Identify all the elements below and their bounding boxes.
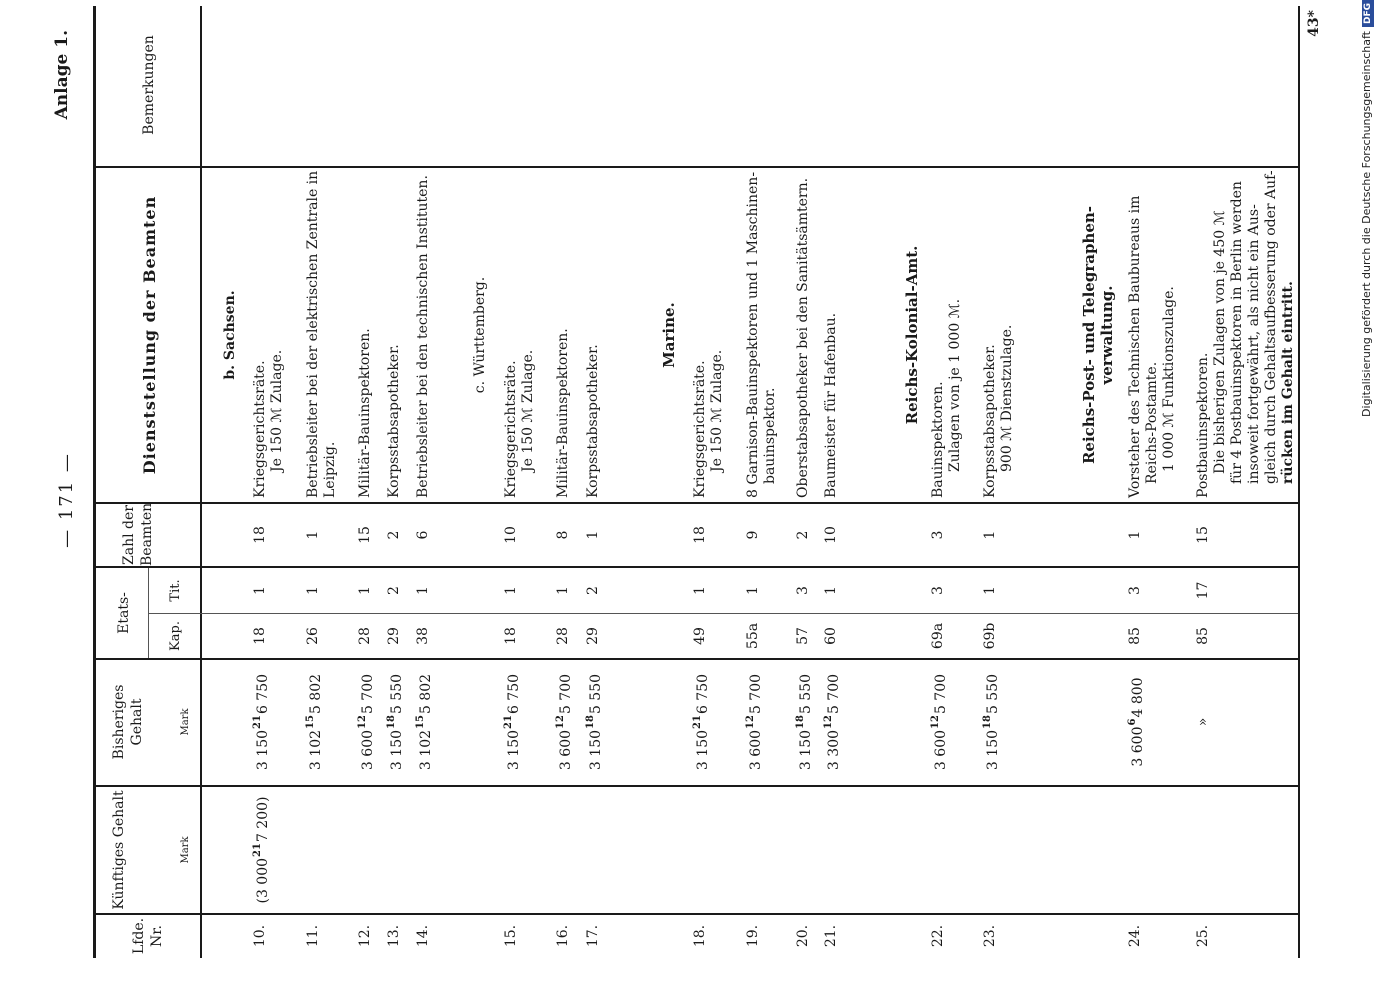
row-prev-pay: 3 $102^{15}5$ 802 xyxy=(415,673,434,771)
row-description xyxy=(415,170,432,498)
table-row xyxy=(555,168,575,958)
row-kap: 18 xyxy=(252,627,268,645)
row-count: 18 xyxy=(252,526,268,544)
row-description xyxy=(503,170,537,498)
row-nr: 19. xyxy=(745,924,761,948)
row-tit: 1 xyxy=(503,586,519,595)
row-nr: 22. xyxy=(930,924,946,948)
row-description xyxy=(252,170,286,498)
table-row xyxy=(357,168,377,958)
row-desc-line: Korpsstabsapotheker. xyxy=(982,344,998,498)
row-kap: 29 xyxy=(585,627,601,645)
header-tit: Tit. xyxy=(168,579,183,602)
row-kap: 60 xyxy=(823,627,839,645)
row-count: 6 xyxy=(415,530,431,540)
row-desc-line: Zulagen von je 1 000 ℳ. xyxy=(947,298,963,472)
table-row xyxy=(930,168,966,958)
row-nr: 13. xyxy=(386,924,402,948)
row-description xyxy=(930,170,964,498)
section-heading-post-1: Reichs-Post- und Telegraphen- xyxy=(1080,205,1098,465)
row-kap: 85 xyxy=(1195,627,1211,645)
row-desc-line: gleich durch Gehaltsaufbesserung oder Auf- xyxy=(1263,170,1279,484)
row-count: 8 xyxy=(555,530,571,540)
row-desc-line: Leipzig. xyxy=(322,441,338,498)
row-description xyxy=(692,170,726,498)
row-desc-line: Reichs-Postamte. xyxy=(1144,361,1160,484)
row-desc-line: Je 150 ℳ Zulage. xyxy=(709,349,725,472)
table-row xyxy=(252,168,288,958)
row-prev-pay: 3 $150^{18}5$ 550 xyxy=(386,673,405,771)
table-row xyxy=(386,168,406,958)
sheet-signature: 43* xyxy=(1306,10,1322,37)
row-desc-line: Vorsteher des Technischen Baubureaus im xyxy=(1127,195,1143,498)
row-desc-line: Je 150 ℳ Zulage. xyxy=(269,349,285,472)
row-prev-pay: 3 $150^{21}6$ 750 xyxy=(503,673,522,771)
header-nr: Lfde. Nr. xyxy=(131,917,165,955)
row-tit: 1 xyxy=(745,586,761,595)
row-count: 10 xyxy=(823,526,839,544)
row-desc-line: insoweit fortgewährt, als nicht ein Aus- xyxy=(1246,204,1262,484)
row-kap: 69a xyxy=(930,622,946,650)
row-count: 2 xyxy=(795,530,811,540)
row-count: 15 xyxy=(1195,526,1211,544)
row-description xyxy=(795,170,812,498)
row-desc-line: 8 Garnison-Bauinspektoren und 1 Maschinen- xyxy=(745,171,761,498)
table-top-rule xyxy=(93,6,96,958)
row-tit: 1 xyxy=(252,586,268,595)
watermark-text: Digitalisierung gefördert durch die Deutsche Forschungsgemeinschaft xyxy=(1360,31,1373,417)
row-kap: 18 xyxy=(503,627,519,645)
row-kap: 57 xyxy=(795,627,811,645)
header-kap: Kap. xyxy=(168,621,183,651)
table-row xyxy=(503,168,539,958)
row-prev-pay: 3 $150^{18}5$ 550 xyxy=(795,673,814,771)
row-tit: 1 xyxy=(357,586,373,595)
row-count: 1 xyxy=(585,530,601,540)
row-tit: 3 xyxy=(795,586,811,595)
row-nr: 20. xyxy=(795,924,811,948)
row-prev-pay: 3 $600^{12}5$ 700 xyxy=(357,673,376,771)
row-prev-pay: 3 $150^{21}6$ 750 xyxy=(252,673,271,771)
row-desc-line: Je 150 ℳ Zulage. xyxy=(520,349,536,472)
section-heading-marine: Marine. xyxy=(660,302,678,368)
table-header-rule xyxy=(200,6,202,958)
row-prev-pay: 3 $150^{18}5$ 550 xyxy=(585,673,604,771)
row-desc-line: Kriegsgerichtsräte. xyxy=(503,360,519,498)
header-position: Dienststellung der Beamten xyxy=(140,195,159,475)
header-future-unit: Mark xyxy=(180,836,191,864)
row-count: 9 xyxy=(745,530,761,540)
row-prev-pay: 3 $150^{21}6$ 750 xyxy=(692,673,711,771)
row-description xyxy=(823,170,840,498)
annex-label: Anlage 1. xyxy=(52,30,72,120)
row-desc-line: 1 000 ℳ Funktionszulage. xyxy=(1161,286,1177,472)
section-heading-kolonial: Reichs-Kolonial-Amt. xyxy=(903,245,921,425)
table-row xyxy=(795,168,815,958)
row-kap: 28 xyxy=(555,627,571,645)
row-prev-pay: 3 $150^{18}5$ 550 xyxy=(982,673,1001,771)
table-row xyxy=(692,168,728,958)
row-desc-line: Korpsstabsapotheker. xyxy=(585,344,601,498)
row-desc-line: Bauinspektoren. xyxy=(930,381,946,498)
row-tit: 3 xyxy=(930,586,946,595)
row-future-pay: (3 $000^{21}7$ 200) xyxy=(252,796,271,904)
row-desc-line: Postbauinspektoren. xyxy=(1195,352,1211,498)
row-nr: 21. xyxy=(823,924,839,948)
row-count: 1 xyxy=(1127,530,1143,540)
row-desc-line: 900 ℳ Dienstzulage. xyxy=(999,324,1015,472)
row-tit: 1 xyxy=(982,586,998,595)
row-nr: 10. xyxy=(252,924,268,948)
row-count: 1 xyxy=(305,530,321,540)
header-prev-pay: Bisheriges Gehalt xyxy=(111,684,145,760)
row-count: 1 xyxy=(982,530,998,540)
row-tit: 1 xyxy=(555,586,571,595)
row-desc-line: Kriegsgerichtsräte. xyxy=(692,360,708,498)
header-count: Zahl der Beamten xyxy=(121,502,155,566)
table-row xyxy=(982,168,1018,958)
row-description xyxy=(1127,170,1178,498)
page-number: — 171 — xyxy=(56,452,77,548)
row-nr: 12. xyxy=(357,924,373,948)
row-kap: 28 xyxy=(357,627,373,645)
row-prev-pay: 3 $300^{12}5$ 700 xyxy=(823,673,842,771)
row-prev-pay: 3 $600^{12}5$ 700 xyxy=(555,673,574,771)
row-prev-pay: 3 $600^64$ 800 xyxy=(1127,677,1146,767)
row-count: 3 xyxy=(930,530,946,540)
section-heading-post-2: verwaltung. xyxy=(1098,285,1116,385)
section-heading-wuerttemberg: c. Württemberg. xyxy=(472,276,488,394)
row-desc-line: Betriebsleiter bei der elektrischen Zentrale in xyxy=(305,170,321,498)
row-tit: 2 xyxy=(386,586,402,595)
header-future-pay: Künftiges Gehalt xyxy=(111,790,127,910)
row-nr: 25. xyxy=(1195,924,1211,948)
row-description xyxy=(357,170,374,498)
row-desc-line: Kriegsgerichtsräte. xyxy=(252,360,268,498)
row-description xyxy=(555,170,572,498)
row-desc-line: rücken im Gehalt eintritt. xyxy=(1280,281,1296,484)
table-row xyxy=(1195,168,1300,958)
row-kap: 49 xyxy=(692,627,708,645)
section-heading-sachsen: b. Sachsen. xyxy=(222,290,238,380)
row-kap: 69b xyxy=(982,622,998,650)
table-row xyxy=(415,168,435,958)
row-count: 18 xyxy=(692,526,708,544)
row-tit: 1 xyxy=(823,586,839,595)
row-prev-pay: 3 $600^{12}5$ 700 xyxy=(930,673,949,771)
row-nr: 15. xyxy=(503,924,519,948)
table-row xyxy=(823,168,843,958)
row-desc-line: Oberstabsapotheker bei den Sanitätsämtern. xyxy=(795,177,811,498)
table-row xyxy=(745,168,781,958)
row-desc-line: Die bisherigen Zulagen von je 450 ℳ xyxy=(1212,210,1228,474)
row-nr: 24. xyxy=(1127,924,1143,948)
table-row xyxy=(1127,168,1181,958)
row-nr: 23. xyxy=(982,924,998,948)
header-remarks: Bemerkungen xyxy=(141,35,157,135)
table-row xyxy=(585,168,605,958)
row-tit: 1 xyxy=(305,586,321,595)
row-prev-pay-ditto: » xyxy=(1195,717,1211,727)
row-tit: 17 xyxy=(1195,581,1211,600)
row-desc-line: Korpsstabsapotheker. xyxy=(386,344,402,498)
row-tit: 1 xyxy=(692,586,708,595)
row-description xyxy=(982,170,1016,498)
row-tit: 2 xyxy=(585,586,601,595)
row-desc-line: Baumeister für Hafenbau. xyxy=(823,312,839,498)
row-description xyxy=(745,170,779,498)
header-etat: Etats- xyxy=(116,592,132,634)
row-description xyxy=(305,170,339,498)
row-kap: 26 xyxy=(305,627,321,645)
row-prev-pay: 3 $600^{12}5$ 700 xyxy=(745,673,764,771)
row-kap: 55a xyxy=(745,622,761,650)
row-description xyxy=(386,170,403,498)
row-count: 2 xyxy=(386,530,402,540)
row-count: 10 xyxy=(503,526,519,544)
row-kap: 85 xyxy=(1127,627,1143,645)
row-desc-line: Militär-Bauinspektoren. xyxy=(357,328,373,498)
row-nr: 18. xyxy=(692,924,708,948)
row-description xyxy=(1195,170,1297,498)
row-nr: 11. xyxy=(305,924,321,948)
row-nr: 16. xyxy=(555,924,571,948)
row-tit: 3 xyxy=(1127,586,1143,595)
etat-sub-rule xyxy=(148,568,149,658)
row-desc-line: für 4 Postbauinspektoren in Berlin werden xyxy=(1229,181,1245,484)
row-desc-line: Betriebsleiter bei den technischen Instituten. xyxy=(415,175,431,498)
row-nr: 14. xyxy=(415,924,431,948)
row-tit: 1 xyxy=(415,586,431,595)
row-count: 15 xyxy=(357,526,373,544)
row-kap: 38 xyxy=(415,627,431,645)
row-desc-line: Militär-Bauinspektoren. xyxy=(555,328,571,498)
digitization-watermark xyxy=(1360,0,1374,440)
row-desc-line: bauinspektor. xyxy=(762,387,778,484)
row-nr: 17. xyxy=(585,924,601,948)
row-kap: 29 xyxy=(386,627,402,645)
row-prev-pay: 3 $102^{15}5$ 802 xyxy=(305,673,324,771)
row-description xyxy=(585,170,602,498)
dfg-logo: DFG xyxy=(1362,0,1374,27)
header-prev-unit: Mark xyxy=(180,708,191,736)
table-row xyxy=(305,168,341,958)
